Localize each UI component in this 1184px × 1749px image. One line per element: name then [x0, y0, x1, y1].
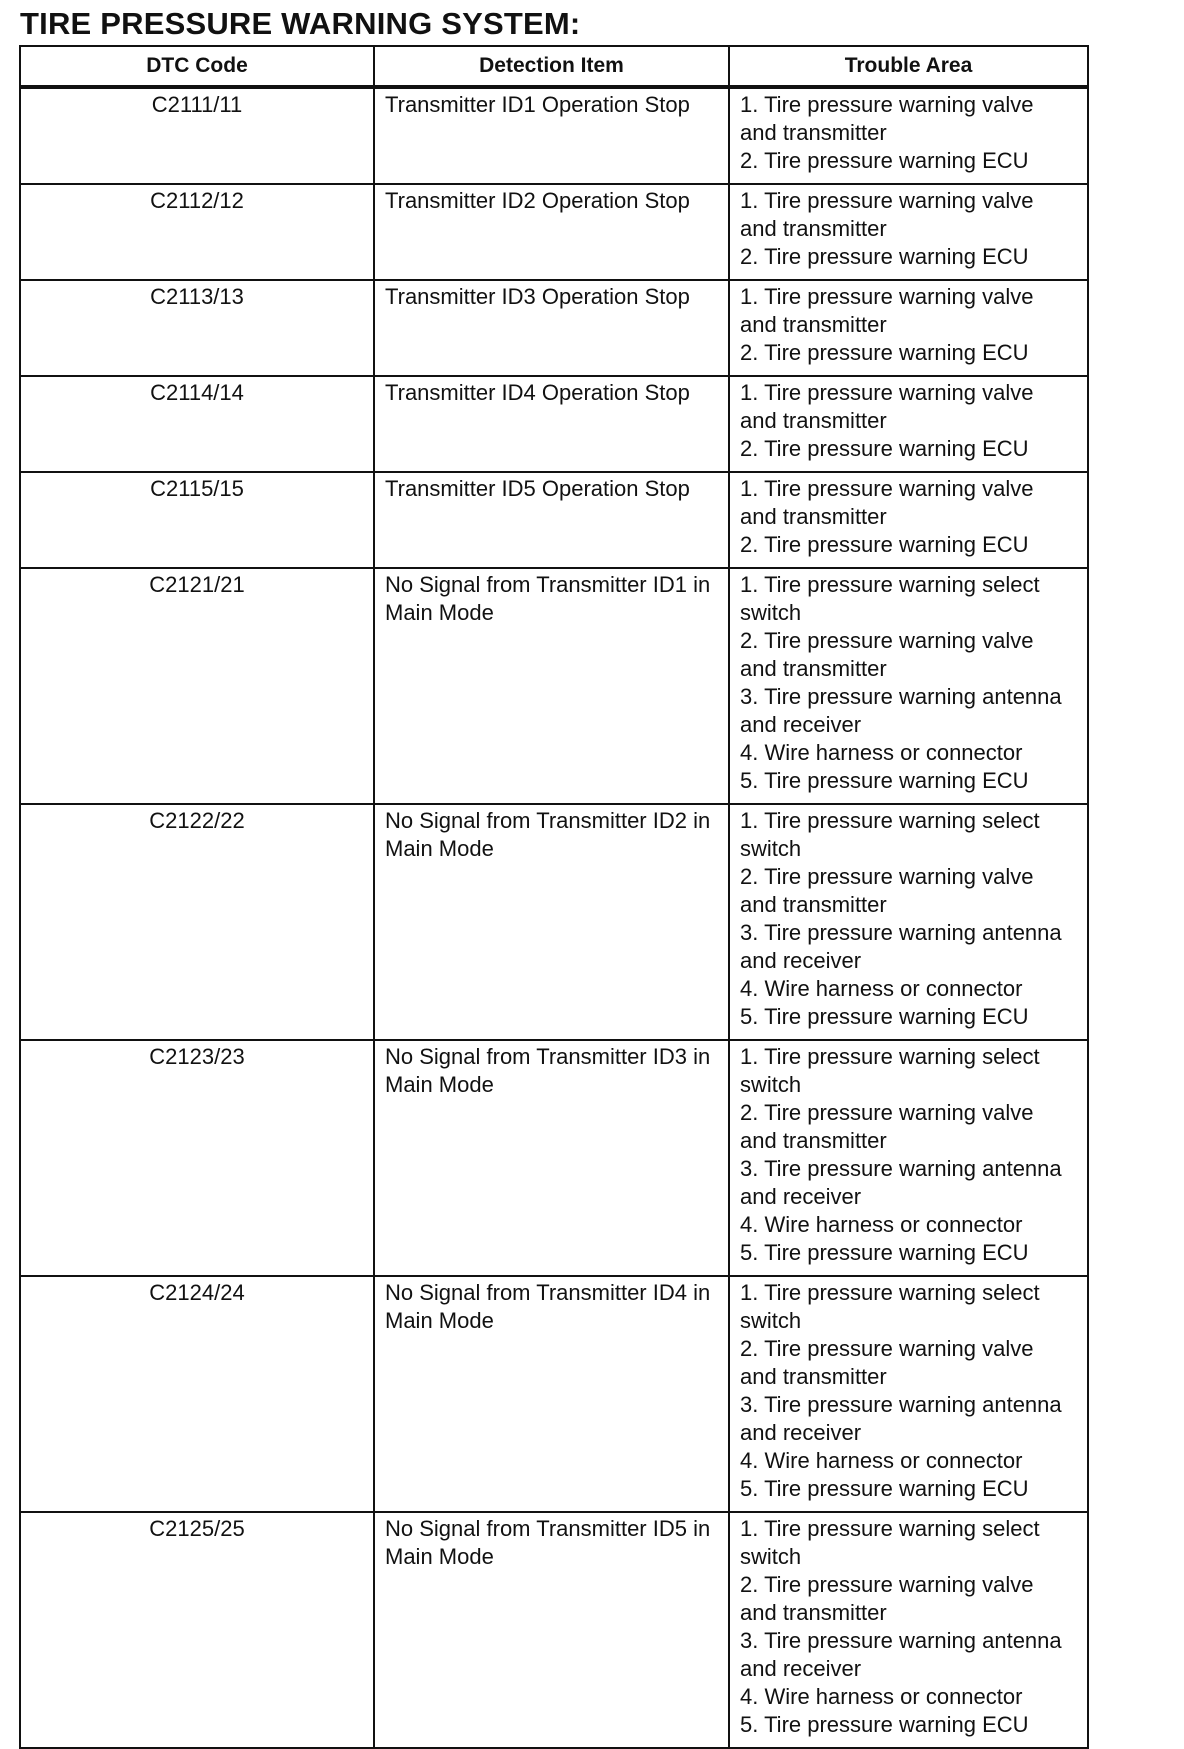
table-header: [20, 46, 1088, 87]
trouble-area-line: 3. Tire pressure warning antenna: [740, 1628, 1062, 1653]
header-dtc-code: DTC Code: [20, 46, 374, 87]
trouble-area-line: 3. Tire pressure warning antenna: [740, 920, 1062, 945]
trouble-area-line: and receiver: [740, 1656, 862, 1681]
dtc-code-cell: C2122/22: [20, 804, 374, 1040]
table-row: [20, 184, 1088, 280]
detection-item-cell: No Signal from Transmitter ID1 in Main Mode: [374, 568, 729, 804]
trouble-area-line: 1. Tire pressure warning select: [740, 808, 1040, 833]
trouble-area-line: 1. Tire pressure warning valve: [740, 188, 1034, 213]
trouble-area-line: 1. Tire pressure warning select: [740, 1044, 1040, 1069]
trouble-area-line: 3. Tire pressure warning antenna: [740, 1156, 1062, 1181]
table-row: [20, 87, 1088, 184]
header-row: [20, 46, 1088, 87]
trouble-area-line: and transmitter: [740, 408, 887, 433]
dtc-code-cell: C2112/12: [20, 184, 374, 280]
table-row: [20, 804, 1088, 1040]
trouble-area-line: 3. Tire pressure warning antenna: [740, 684, 1062, 709]
trouble-area-line: and transmitter: [740, 892, 887, 917]
trouble-area-cell: [729, 184, 1088, 280]
table-body: [20, 87, 1088, 1748]
table-row: [20, 280, 1088, 376]
trouble-area-line: 5. Tire pressure warning ECU: [740, 768, 1029, 793]
trouble-area-line: 4. Wire harness or connector: [740, 1212, 1023, 1237]
trouble-area-line: 4. Wire harness or connector: [740, 1448, 1023, 1473]
trouble-area-line: and transmitter: [740, 120, 887, 145]
table-row: [20, 568, 1088, 804]
table-row: [20, 376, 1088, 472]
trouble-area-cell: [729, 1512, 1088, 1748]
trouble-area-line: 3. Tire pressure warning antenna: [740, 1392, 1062, 1417]
detection-item-cell: Transmitter ID3 Operation Stop: [374, 280, 729, 376]
trouble-area-line: and receiver: [740, 1420, 862, 1445]
dtc-code-cell: C2123/23: [20, 1040, 374, 1276]
table-row: [20, 1512, 1088, 1748]
trouble-area-cell: [729, 568, 1088, 804]
dtc-code-cell: C2121/21: [20, 568, 374, 804]
trouble-area-cell: [729, 472, 1088, 568]
trouble-area-line: 2. Tire pressure warning ECU: [740, 532, 1029, 557]
trouble-area-line: 2. Tire pressure warning ECU: [740, 148, 1029, 173]
trouble-area-line: and transmitter: [740, 504, 887, 529]
table-row: [20, 1276, 1088, 1512]
table-row: [20, 472, 1088, 568]
detection-item-cell: No Signal from Transmitter ID4 in Main Mode: [374, 1276, 729, 1512]
trouble-area-line: 1. Tire pressure warning valve: [740, 380, 1034, 405]
trouble-area-line: switch: [740, 600, 802, 625]
trouble-area-line: switch: [740, 1544, 802, 1569]
trouble-area-line: 4. Wire harness or connector: [740, 740, 1023, 765]
detection-item-cell: Transmitter ID2 Operation Stop: [374, 184, 729, 280]
dtc-code-cell: C2115/15: [20, 472, 374, 568]
dtc-code-cell: C2111/11: [20, 87, 374, 184]
trouble-area-line: and transmitter: [740, 1600, 887, 1625]
trouble-area-line: 1. Tire pressure warning valve: [740, 92, 1034, 117]
trouble-area-line: 1. Tire pressure warning valve: [740, 284, 1034, 309]
trouble-area-line: 1. Tire pressure warning valve: [740, 476, 1034, 501]
trouble-area-line: and transmitter: [740, 656, 887, 681]
page-title: TIRE PRESSURE WARNING SYSTEM:: [20, 6, 581, 41]
header-trouble-area: Trouble Area: [729, 46, 1088, 87]
trouble-area-line: 4. Wire harness or connector: [740, 1684, 1023, 1709]
trouble-area-line: 2. Tire pressure warning valve: [740, 864, 1034, 889]
trouble-area-cell: [729, 1040, 1088, 1276]
trouble-area-line: 1. Tire pressure warning select: [740, 1280, 1040, 1305]
detection-item-cell: Transmitter ID1 Operation Stop: [374, 87, 729, 184]
trouble-area-line: 2. Tire pressure warning valve: [740, 1100, 1034, 1125]
trouble-area-line: switch: [740, 1072, 802, 1097]
header-detection-item: Detection Item: [374, 46, 729, 87]
trouble-area-line: and receiver: [740, 948, 862, 973]
trouble-area-line: and transmitter: [740, 1128, 887, 1153]
trouble-area-line: 2. Tire pressure warning ECU: [740, 244, 1029, 269]
dtc-code-cell: C2113/13: [20, 280, 374, 376]
trouble-area-line: 1. Tire pressure warning select: [740, 1516, 1040, 1541]
dtc-code-cell: C2124/24: [20, 1276, 374, 1512]
trouble-area-line: 5. Tire pressure warning ECU: [740, 1476, 1029, 1501]
dtc-table: [19, 45, 1089, 1749]
trouble-area-line: 4. Wire harness or connector: [740, 976, 1023, 1001]
trouble-area-line: 2. Tire pressure warning valve: [740, 1572, 1034, 1597]
trouble-area-cell: [729, 376, 1088, 472]
detection-item-cell: No Signal from Transmitter ID2 in Main Mode: [374, 804, 729, 1040]
detection-item-cell: No Signal from Transmitter ID5 in Main Mode: [374, 1512, 729, 1748]
table-row: [20, 1040, 1088, 1276]
trouble-area-line: and transmitter: [740, 312, 887, 337]
trouble-area-line: switch: [740, 836, 802, 861]
trouble-area-line: and receiver: [740, 1184, 862, 1209]
trouble-area-line: and transmitter: [740, 216, 887, 241]
trouble-area-cell: [729, 1276, 1088, 1512]
trouble-area-line: 2. Tire pressure warning ECU: [740, 340, 1029, 365]
trouble-area-line: 2. Tire pressure warning valve: [740, 1336, 1034, 1361]
trouble-area-line: 5. Tire pressure warning ECU: [740, 1712, 1029, 1737]
dtc-code-cell: C2125/25: [20, 1512, 374, 1748]
trouble-area-line: 2. Tire pressure warning valve: [740, 628, 1034, 653]
trouble-area-cell: [729, 87, 1088, 184]
trouble-area-line: 2. Tire pressure warning ECU: [740, 436, 1029, 461]
detection-item-cell: Transmitter ID4 Operation Stop: [374, 376, 729, 472]
detection-item-cell: No Signal from Transmitter ID3 in Main Mode: [374, 1040, 729, 1276]
detection-item-cell: Transmitter ID5 Operation Stop: [374, 472, 729, 568]
trouble-area-line: 5. Tire pressure warning ECU: [740, 1240, 1029, 1265]
trouble-area-line: 5. Tire pressure warning ECU: [740, 1004, 1029, 1029]
trouble-area-line: and receiver: [740, 712, 862, 737]
trouble-area-line: 1. Tire pressure warning select: [740, 572, 1040, 597]
trouble-area-line: and transmitter: [740, 1364, 887, 1389]
trouble-area-line: switch: [740, 1308, 802, 1333]
trouble-area-cell: [729, 804, 1088, 1040]
trouble-area-cell: [729, 280, 1088, 376]
dtc-code-cell: C2114/14: [20, 376, 374, 472]
